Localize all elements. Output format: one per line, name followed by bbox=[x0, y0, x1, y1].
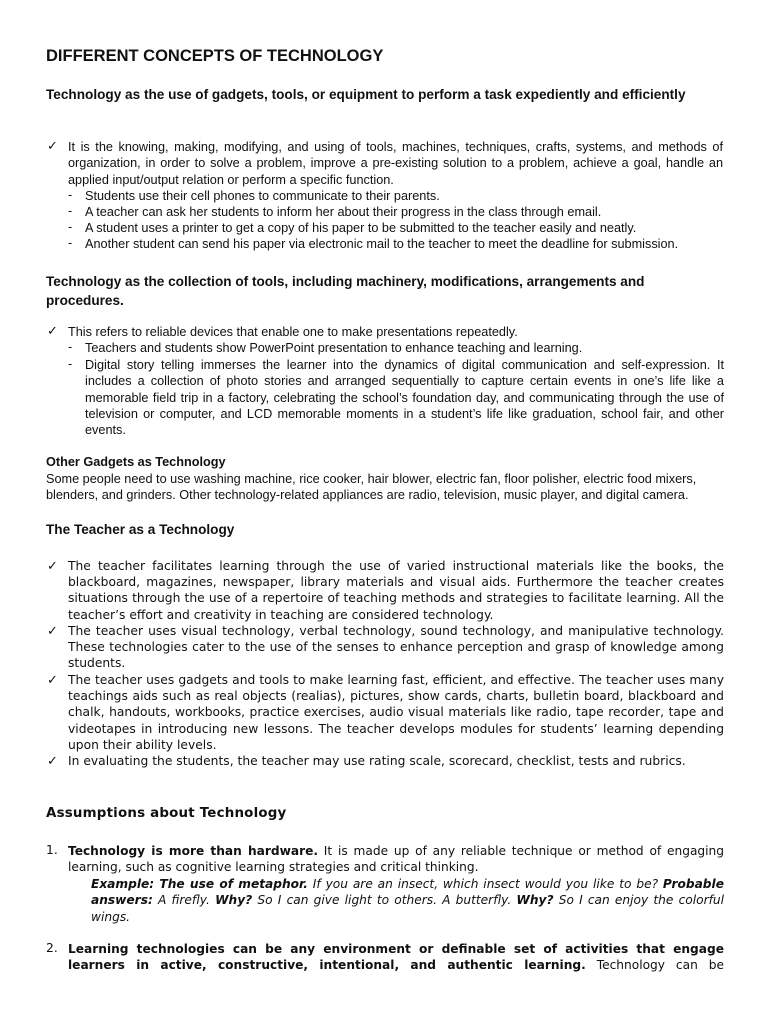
section4-bullet: The teacher facilitates learning through the use of varied instructional materials like the books, the blackboard, magazines, newspaper, library materials and visual aids. Furthermore the teacher creates situations through the use of a repertoire of teaching methods and strategies to facilitate learning. All the teacher’s effort and creativity in teaching are considered technology. bbox=[68, 559, 724, 622]
example-label: Example: The use of metaphor. bbox=[91, 877, 308, 891]
section5-heading: Assumptions about Technology bbox=[46, 806, 287, 821]
assumption-lead: Learning technologies can be any environment or definable set of activities that engage learners in active, constructive, intentional, and authentic learning. bbox=[68, 942, 724, 973]
assumption-item bbox=[68, 843, 724, 876]
assumption-text: Technology can be bbox=[585, 958, 724, 973]
section1-example: A teacher can ask her students to inform her about their progress in the class through email. bbox=[85, 205, 602, 219]
why-label: Why? bbox=[215, 893, 253, 908]
section4-bullet: In evaluating the students, the teacher may use rating scale, scorecard, checklist, tests and rubrics. bbox=[68, 754, 686, 768]
answer-1: A firefly. bbox=[152, 893, 216, 908]
check-mark-icon: ✓ bbox=[47, 672, 58, 687]
dash-icon: - bbox=[68, 340, 73, 354]
assumption-text: It is made up of any reliable technique or method of engaging learning, such as cognitive learning strategies and critical thinking. bbox=[68, 844, 724, 875]
dash-icon: - bbox=[68, 220, 73, 234]
section2-example: Teachers and students show PowerPoint presentation to enhance teaching and learning. bbox=[85, 341, 583, 355]
example-question: If you are an insect, which insect would you like to be? bbox=[307, 877, 663, 891]
section2-heading: Technology as the collection of tools, including machinery, modifications, arrangements and procedures. bbox=[46, 274, 645, 308]
section1-bullet bbox=[68, 139, 723, 188]
section4-bullet: The teacher uses gadgets and tools to make learning fast, efficient, and effective. The teacher uses many teachings aids such as real objects (realias), pictures, show cards, charts, bulletin board, blackboard and chalk, handouts, workbooks, practice exercises, audio visual materials like radio, tape recorder, tape and videotapes in introducing new lessons. The teacher develops modules for students’ learning depending upon their ability levels. bbox=[68, 673, 724, 752]
section1-example: Students use their cell phones to communicate to their parents. bbox=[85, 189, 440, 203]
answers-label: Probable answers: bbox=[91, 877, 724, 908]
list-number: 1. bbox=[46, 843, 58, 857]
assumption-example bbox=[91, 876, 724, 925]
dash-icon: - bbox=[68, 357, 73, 371]
check-mark-icon: ✓ bbox=[47, 138, 58, 153]
dash-icon: - bbox=[68, 236, 73, 250]
section1-example: A student uses a printer to get a copy of his paper to be submitted to the teacher easily and neatly. bbox=[85, 221, 637, 235]
page-title: DIFFERENT CONCEPTS OF TECHNOLOGY bbox=[46, 47, 384, 65]
section1-bullet-text: It is the knowing, making, modifying, and using of tools, machines, techniques, crafts, systems, and methods of organization, in order to solve a problem, improve a pre-existing solution to a problem, achieve a goal, handle an applied input/output relation or perform a specific function. bbox=[68, 140, 723, 187]
section3-text: Some people need to use washing machine, rice cooker, hair blower, electric fan, floor polisher, electric food mixers, blenders, and grinders. Other technology-related appliances are radio, television, music player, and digital camera. bbox=[46, 472, 697, 503]
section2-bullet: This refers to reliable devices that enable one to make presentations repeatedly. bbox=[68, 325, 518, 339]
list-number: 2. bbox=[46, 941, 58, 955]
reason-2: So I can enjoy the colorful wings. bbox=[91, 893, 724, 924]
dash-icon: - bbox=[68, 204, 73, 218]
section4-heading: The Teacher as a Technology bbox=[46, 522, 235, 537]
section1-example: Another student can send his paper via electronic mail to the teacher to meet the deadline for submission. bbox=[85, 237, 679, 251]
section2-example: Digital story telling immerses the learner into the dynamics of digital communication and self-expression. It includes a collection of photo stories and arranged sequentially to capture certain events in one’s life like a memorable field trip in a factory, celebrating the school’s foundation day, and communicating through the use of television or computer, and LCD memorable moments in a student’s life like graduation, school fair, and other events. bbox=[85, 358, 724, 438]
dash-icon: - bbox=[68, 188, 73, 202]
assumption-lead: Technology is more than hardware. bbox=[68, 844, 318, 858]
section1-heading: Technology as the use of gadgets, tools, or equipment to perform a task expediently and efficiently bbox=[46, 87, 686, 102]
assumption-item bbox=[68, 941, 724, 974]
check-mark-icon: ✓ bbox=[47, 558, 58, 573]
check-mark-icon: ✓ bbox=[47, 323, 58, 338]
section4-bullet: The teacher uses visual technology, verbal technology, sound technology, and manipulative technology. These technologies cater to the use of the senses to enhance perception and grasp of knowledge among students. bbox=[68, 624, 724, 671]
reason-1: So I can give light to others. A butterfly. bbox=[252, 893, 517, 908]
why-label: Why? bbox=[516, 893, 554, 908]
check-mark-icon: ✓ bbox=[47, 753, 58, 768]
section3-heading: Other Gadgets as Technology bbox=[46, 455, 226, 469]
check-mark-icon: ✓ bbox=[47, 623, 58, 638]
